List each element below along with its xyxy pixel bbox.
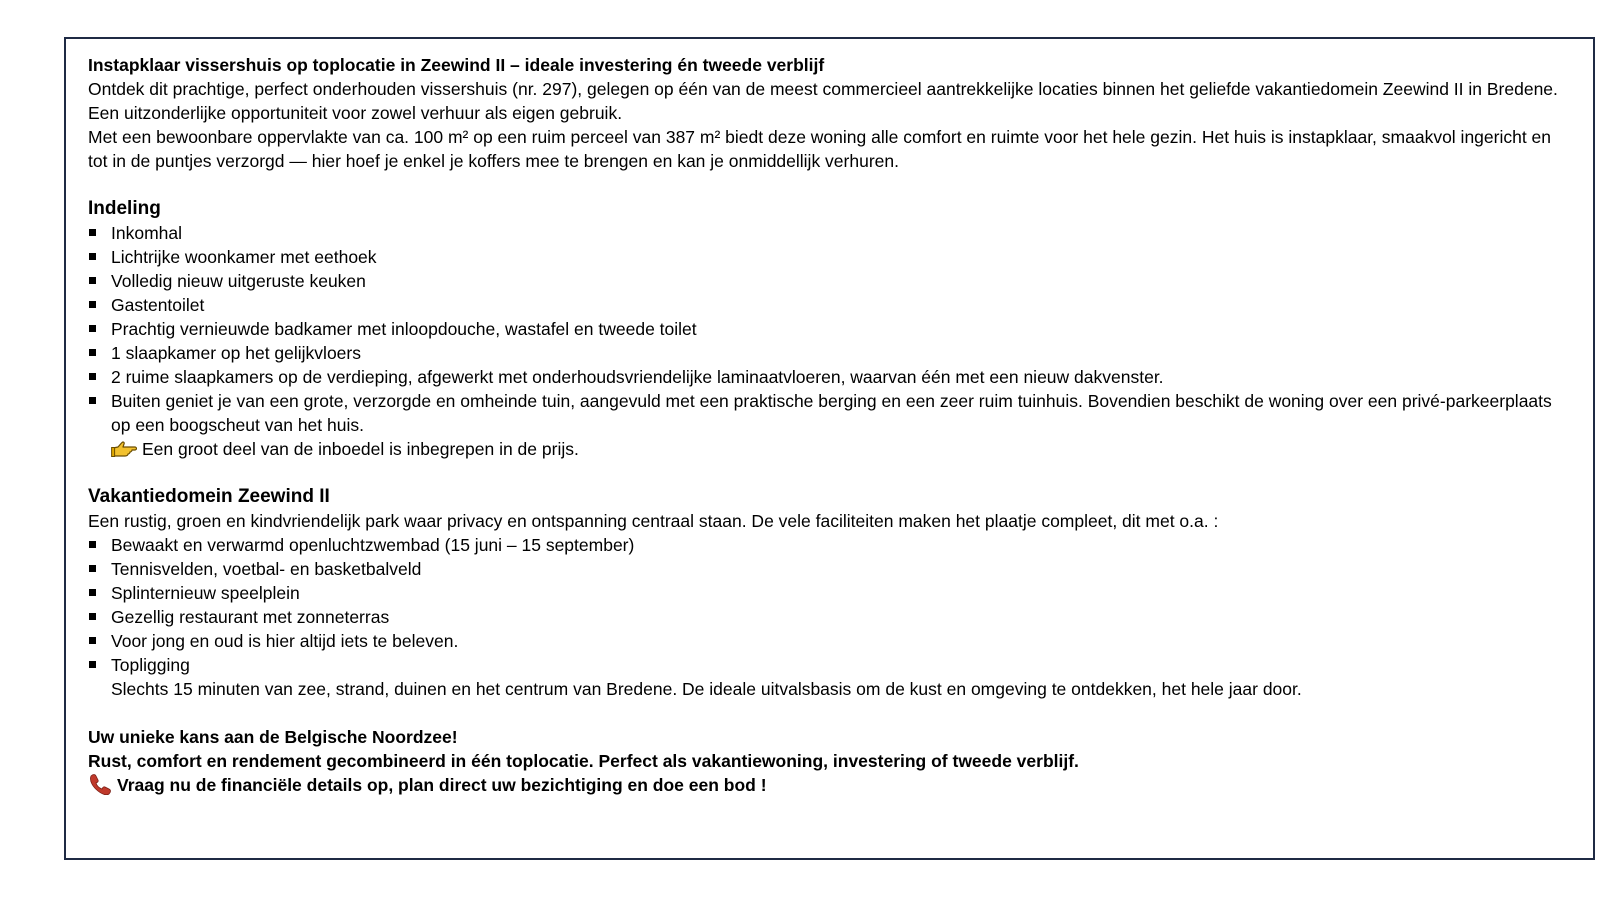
closing-line-1: Uw unieke kans aan de Belgische Noordzee! xyxy=(88,727,458,747)
spacer xyxy=(88,701,1571,725)
listing-title: Instapklaar vissershuis op toplocatie in Zeewind II – ideale investering én tweede verblijf xyxy=(88,55,825,75)
inboedel-note-text: Een groot deel van de inboedel is inbegrepen in de prijs. xyxy=(142,439,579,459)
list-item: 1 slaapkamer op het gelijkvloers xyxy=(88,341,1571,365)
list-item: 2 ruime slaapkamers op de verdieping, afgewerkt met onderhoudsvriendelijke laminaatvloeren, waarvan één met een nieuw dakvenster. xyxy=(88,365,1571,389)
list-item: Buiten geniet je van een grote, verzorgde en omheinde tuin, aangevuld met een praktische berging en een zeer ruim tuinhuis. Bovendien beschikt de woning over een privé-parkeerplaats op een boogscheut van het huis. xyxy=(88,389,1571,437)
spacer xyxy=(88,461,1571,485)
list-item: Prachtig vernieuwde badkamer met inloopdouche, wastafel en tweede toilet xyxy=(88,317,1571,341)
indeling-heading: Indeling xyxy=(88,198,161,219)
list-item: Bewaakt en verwarmd openluchtzwembad (15 juni – 15 september) xyxy=(88,533,1571,557)
list-item: Lichtrijke woonkamer met eethoek xyxy=(88,245,1571,269)
list-item: Tennisvelden, voetbal- en basketbalveld xyxy=(88,557,1571,581)
list-item: Topligging xyxy=(88,653,1571,677)
listing-frame xyxy=(64,37,1595,860)
spacer xyxy=(88,173,1571,197)
indeling-list xyxy=(88,221,1571,437)
closing-line-2: Rust, comfort en rendement gecombineerd in één toplocatie. Perfect als vakantiewoning, investering of tweede verblijf. xyxy=(88,751,1079,771)
domein-heading: Vakantiedomein Zeewind II xyxy=(88,486,330,507)
list-item: Volledig nieuw uitgeruste keuken xyxy=(88,269,1571,293)
intro-paragraph-2: Met een bewoonbare oppervlakte van ca. 100 m² op een ruim perceel van 387 m² biedt deze woning alle comfort en ruimte voor het hele gezin. Het huis is instapklaar, smaakvol ingericht en tot in de puntjes verzorgd — hier hoef je enkel je koffers mee te brengen en kan je onmiddellijk verhuren. xyxy=(88,127,1552,171)
closing-line-3 xyxy=(88,773,1571,797)
pointing-hand-icon xyxy=(111,440,137,458)
inboedel-note xyxy=(88,437,1571,461)
list-item: Splinternieuw speelplein xyxy=(88,581,1571,605)
list-item: Gastentoilet xyxy=(88,293,1571,317)
intro-paragraph-1: Ontdek dit prachtige, perfect onderhouden vissershuis (nr. 297), gelegen op één van de meest commercieel aantrekkelijke locaties binnen het geliefde vakantiedomein Zeewind II in Bredene. Een uitzonderlijke opportuniteit voor zowel verhuur als eigen gebruik. xyxy=(88,79,1558,123)
telephone-receiver-icon xyxy=(88,773,112,795)
domein-list xyxy=(88,533,1571,677)
list-item: Gezellig restaurant met zonneterras xyxy=(88,605,1571,629)
domein-intro: Een rustig, groen en kindvriendelijk park waar privacy en ontspanning centraal staan. De vele faciliteiten maken het plaatje compleet, dit met o.a. : xyxy=(88,511,1219,531)
closing-line-3-text: Vraag nu de financiële details op, plan direct uw bezichtiging en doe een bod ! xyxy=(117,775,767,795)
list-item: Voor jong en oud is hier altijd iets te beleven. xyxy=(88,629,1571,653)
topligging-detail: Slechts 15 minuten van zee, strand, duinen en het centrum van Bredene. De ideale uitvalsbasis om de kust en omgeving te ontdekken, het hele jaar door. xyxy=(111,679,1302,699)
list-item: Inkomhal xyxy=(88,221,1571,245)
